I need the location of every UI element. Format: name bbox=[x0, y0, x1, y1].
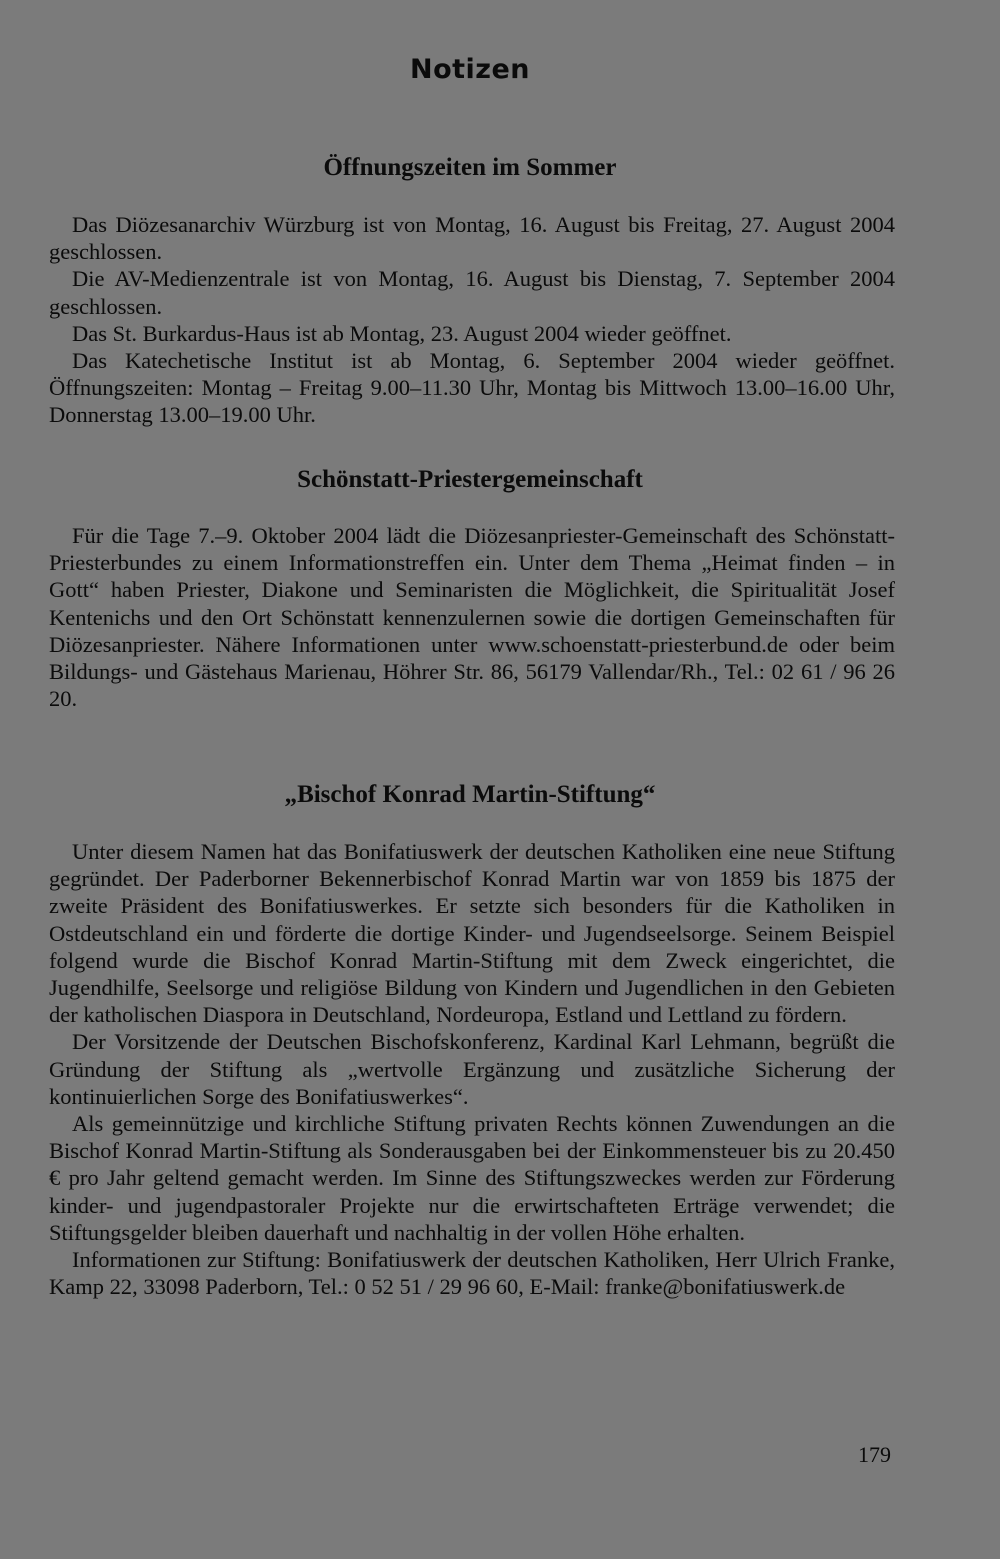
paragraph: Als gemeinnützige und kirchliche Stiftung privaten Rechts können Zuwendungen an die Bischof Konrad Martin-Stiftung als Sonderausgaben bei der Einkommensteuer bis zu 20.450 € pro Jahr geltend gemacht werden. Im Sinne des Stiftungszweckes werden zur Förderung kinder- und jugendpastoraler Projekte nur die erwirtschafteten Erträge verwendet; die Stiftungsgelder bleiben dauerhaft und nachhaltig in der vollen Höhe erhalten. bbox=[49, 1111, 895, 1245]
paragraph: Das St. Burkardus-Haus ist ab Montag, 23. August 2004 wieder geöffnet. bbox=[72, 320, 732, 346]
paragraph: Unter diesem Namen hat das Bonifatiuswerk der deutschen Katholiken eine neue Stiftung gegründet. Der Paderborner Bekennerbischof Konrad Martin war von 1859 bis 1875 der zweite Präsident des Bonifatiuswerkes. Er setzte sich besonders für die Katholiken in Ostdeutschland ein und förderte die dortige Kinder- und Jugendseelsorge. Seinem Beispiel folgend wurde die Bischof Konrad Martin-Stiftung mit dem Zweck eingerichtet, die Jugendhilfe, Seelsorge und religiöse Bildung von Kindern und Jugendlichen in den Gebieten der katholischen Diaspora in Deutschland, Nordeuropa, Estland und Lettland zu fördern. bbox=[49, 839, 895, 1028]
paragraph: Informationen zur Stiftung: Bonifatiuswerk der deutschen Katholiken, Herr Ulrich Franke, Kamp 22, 33098 Paderborn, Tel.: 0 52 51 / 29 96 60, E-Mail: franke@bonifatiuswerk.de bbox=[49, 1247, 895, 1300]
page-title: Notizen bbox=[409, 54, 531, 85]
paragraph: Die AV-Medienzentrale ist von Montag, 16. August bis Dienstag, 7. September 2004 geschlossen. bbox=[49, 266, 895, 319]
paragraph: Für die Tage 7.–9. Oktober 2004 lädt die Diözesanpriester-Gemeinschaft des Schönstatt-Priesterbundes zu einem Informationstreffen ein. Unter dem Thema „Heimat finden – in Gott“ haben Priester, Diakone und Seminaristen die Möglichkeit, die Spiritualität Josef Kentenichs und den Ort Schönstatt kennenzulernen sowie die dortigen Gemeinschaften für Diözesanpriester. Nähere Informationen unter www.schoenstatt-priesterbund.de oder beim Bildungs- und Gästehaus Marienau, Höhrer Str. 86, 56179 Vallendar/Rh., Tel.: 02 61 / 96 26 20. bbox=[49, 523, 895, 712]
section-body-bischof-konrad-martin-stiftung bbox=[49, 838, 895, 1300]
page-number: 179 bbox=[858, 1442, 891, 1467]
section-body-opening-hours bbox=[49, 211, 895, 429]
paragraph: Das Diözesanarchiv Würzburg ist von Montag, 16. August bis Freitag, 27. August 2004 geschlossen. bbox=[49, 212, 895, 265]
section-heading-opening-hours: Öffnungszeiten im Sommer bbox=[323, 154, 617, 181]
paragraph: Der Vorsitzende der Deutschen Bischofskonferenz, Kardinal Karl Lehmann, begrüßt die Gründung der Stiftung als „wertvolle Ergänzung und zusätzliche Sicherung der kontinuierlichen Sorge des Bonifatiuswerkes“. bbox=[49, 1029, 895, 1109]
section-heading-schoenstatt: Schönstatt-Priestergemeinschaft bbox=[297, 466, 643, 493]
section-body-schoenstatt bbox=[49, 522, 895, 712]
section-heading-bischof-konrad-martin-stiftung: „Bischof Konrad Martin-Stiftung“ bbox=[284, 781, 656, 808]
paragraph: Das Katechetische Institut ist ab Montag, 6. September 2004 wieder geöffnet. Öffnungszeiten: Montag – Freitag 9.00–11.30 Uhr, Montag bis Mittwoch 13.00–16.00 Uhr, Donnerstag 13.00–19.00 Uhr. bbox=[49, 348, 895, 428]
